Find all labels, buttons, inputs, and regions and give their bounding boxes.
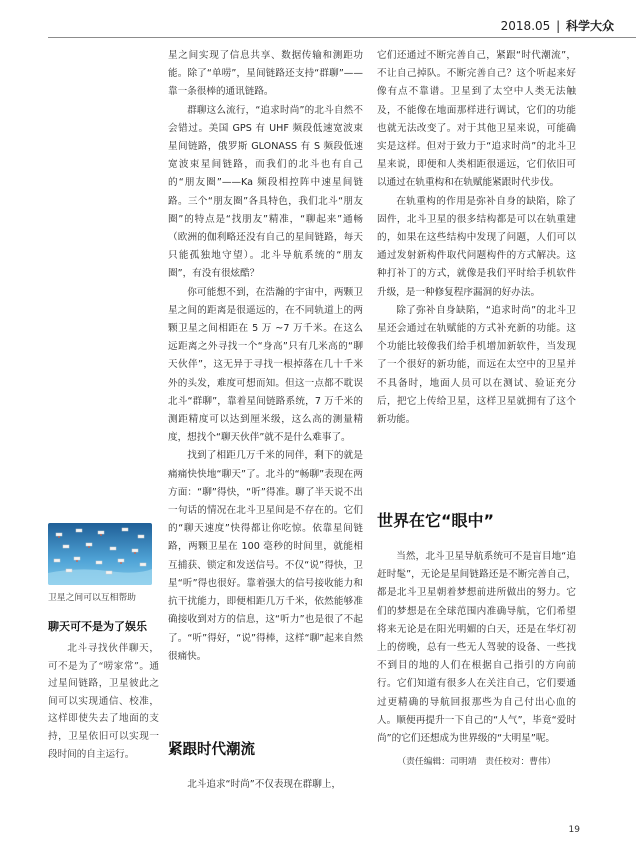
page-number: 19 bbox=[568, 825, 580, 835]
paragraph: 在轨重构的作用是弥补自身的缺陷，除了固件，北斗卫星的很多结构都是可以在轨重建的，如果在这些结构中发现了问题，人们可以通过发射新构件取代问题构件的方式解决。这种打补丁的方式，就像是我们平时给手机软件升级，是一种修复程序漏洞的好办法。 bbox=[377, 195, 576, 298]
header-rule bbox=[48, 37, 636, 38]
paragraph: 它们还通过不断完善自己，紧跟“时代潮流”，不让自己掉队。不断完善自己？这个听起来好像有点不靠谱。卫星到了太空中人类无法触及，不能像在地面那样进行调试，它们的功能也就无法改变了。对于其他卫星来说，可能确实是这样。但对于致力于“追求时尚”的北斗卫星来说，即便和人类相距很遥远，它们依旧可以通过在轨重构和在轨赋能紧跟时代步伐。 bbox=[377, 50, 576, 189]
paragraph: 北斗追求“时尚”不仅表现在群聊上， bbox=[187, 779, 342, 790]
section-title-world: 世界在它“眼中” bbox=[377, 511, 495, 530]
sidebar-text bbox=[48, 640, 159, 763]
right-column-tail bbox=[377, 548, 576, 771]
paragraph: 找到了相距几万千米的同伴，剩下的就是痛痛快快地“聊天”了。北斗的“畅聊”表现在两方面：“聊”得快，“听”得准。聊了半天说不出一句话的情况在北斗卫星间是不存在的。它们的“聊天速度”快得都让你吃惊。依靠星间链路，两颗卫星在 100 毫秒的时间里，就能相互捕获、锁定和发送信号。不仅“说”得快，卫星“听”得也很好。靠着强大的信号接收能力和抗干扰能力，即便相距几万千米，依然能够准确接收到对方的信息，这“听力”也是很了不起了。“听”得好，“说”得棒，这样“聊”起来自然很痛快。 bbox=[168, 450, 363, 662]
paragraph: 除了弥补自身缺陷，“追求时尚”的北斗卫星还会通过在轨赋能的方式补充新的功能。这个功能比较像我们给手机增加新软件，当发现了一个很好的新功能，而远在太空中的卫星并不具备时，地面人员可以在测试、验证充分后，把它上传给卫星，这样卫星就拥有了这个新功能。 bbox=[377, 304, 576, 426]
right-column bbox=[377, 47, 576, 429]
sidebar-paragraph: 北斗寻找伙伴聊天，可不是为了“唠家常”。通过星间链路，卫星彼此之间可以实现通信、校准，这样即使失去了地面的支持，卫星依旧可以实现一段时间的自主运行。 bbox=[48, 643, 159, 760]
paragraph: 星之间实现了信息共享、数据传输和测距功能。除了“单唠”，星间链路还支持“群聊”——靠一条很棒的通讯链路。 bbox=[168, 50, 363, 98]
paragraph: 你可能想不到，在浩瀚的宇宙中，两颗卫星之间的距离是很遥远的，在不同轨道上的两颗卫星之间相距在 5 万 ~7 万千米。在这么远距离之外寻找一个“身高”只有几米高的“聊天伙伴”，这无异于寻找一根掉落在几十千米外的头发，难度可想而知。但这一点都不耽误北斗“群聊”，靠着星间链路系统，7 万千米的测距精度可以达到厘米级，这么高的测量精度，想找个“聊天伙伴”就不是什么难事了。 bbox=[168, 286, 363, 444]
page-header bbox=[501, 17, 614, 34]
sidebar-title: 聊天可不是为了娱乐 bbox=[48, 620, 147, 633]
magazine-name: 科学大众 bbox=[565, 19, 614, 33]
paragraph: 群聊这么流行，“追求时尚”的北斗自然不会错过。美国 GPS 有 UHF 频段低速宽波束星间链路，俄罗斯 GLONASS 有 S 频段低速宽波束星间链路，而我们的北斗也有自己的“朋友圈”——Ka 频段相控阵中速星间链路。三个“朋友圈”各具特色，我们北斗“朋友圈”的特点是“找朋友”精准，“聊起来”通畅（欧洲的伽利略还没有自己的星间链路，每天只能孤独地守望）。北斗导航系统的“朋友圈”，有没有很炫酷？ bbox=[168, 104, 363, 280]
issue-date: 2018.05 bbox=[500, 19, 551, 33]
section-title-trend: 紧跟时代潮流 bbox=[168, 742, 255, 758]
header-separator: | bbox=[556, 19, 561, 33]
photo-caption: 卫星之间可以互相帮助 bbox=[48, 593, 136, 603]
editor-credits: （责任编辑：司明靖 责任校对：曹伟） bbox=[397, 757, 556, 768]
middle-column bbox=[168, 47, 363, 666]
paragraph: 当然，北斗卫星导航系统可不是盲目地“追赶时髦”，无论是星间链路还是不断完善自己，都是北斗卫星朝着梦想前进所做出的努力。它们的梦想是在全球范围内准确导航，它们希望将来无论是在阳光明媚的白天，还是在华灯初上的傍晚，总有一些无人驾驶的设备、一些找不到目的地的人们在根据自己指引的方向前行。它们知道有很多人在关注自己，它们要通过更精确的导航回报那些为自己付出心血的人。顺便再提升一下自己的“人气”，毕竟“爱时尚”的它们还想成为世界级的“大明星”呢。 bbox=[377, 551, 576, 745]
satellite-constellation-image bbox=[48, 523, 152, 585]
satellites-photo bbox=[48, 523, 152, 585]
middle-column-tail bbox=[168, 776, 363, 794]
